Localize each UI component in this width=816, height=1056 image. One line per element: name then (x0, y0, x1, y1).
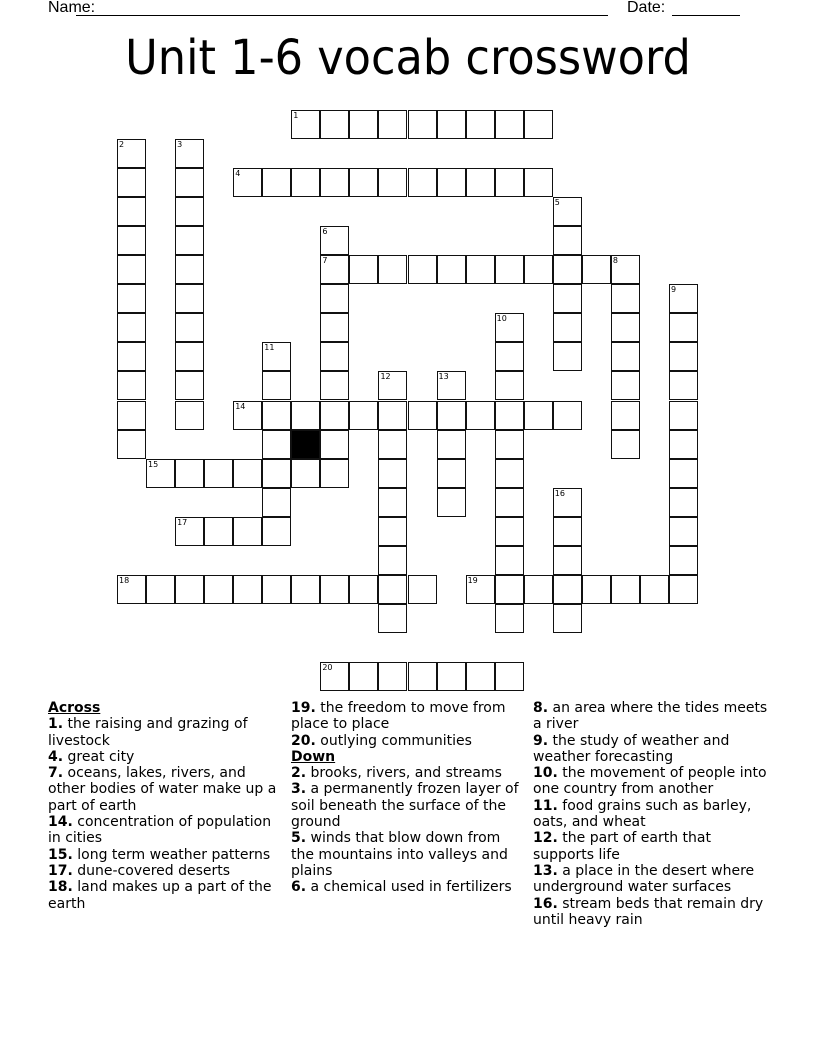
grid-cell[interactable] (524, 110, 553, 139)
cell-number: 1 (293, 111, 299, 120)
grid-cell[interactable] (466, 168, 495, 197)
clue-number: 8. (533, 700, 549, 716)
cell-number: 13 (438, 372, 449, 382)
grid-cell[interactable] (262, 401, 291, 430)
clue-number: 6. (291, 879, 307, 896)
clue-across-7 (48, 765, 283, 814)
clue-number: 5. (291, 830, 307, 847)
clue-number: 4. (48, 748, 64, 765)
clue-number: 7. (48, 765, 64, 782)
grid-cell[interactable] (378, 488, 407, 517)
grid-cell[interactable] (408, 110, 437, 139)
grid-cell[interactable] (553, 255, 582, 284)
clue-text: land makes up a part of the earth (48, 879, 272, 912)
clue-down-5 (291, 830, 526, 879)
grid-cell[interactable] (553, 488, 582, 517)
cell-number: 3 (177, 140, 183, 150)
grid-cell[interactable] (611, 371, 640, 400)
grid-cell[interactable] (611, 342, 640, 371)
grid-cell[interactable] (437, 168, 466, 197)
cell-number: 8 (612, 256, 618, 266)
grid-cell[interactable] (378, 371, 407, 400)
grid-cell[interactable] (175, 459, 204, 488)
clue-number: 13. (533, 862, 558, 879)
grid-cell[interactable] (495, 604, 524, 633)
grid-cell[interactable] (669, 488, 698, 517)
grid-cell[interactable] (320, 168, 349, 197)
clue-text: the freedom to move from place to place (291, 700, 506, 733)
grid-cell[interactable] (611, 575, 640, 604)
cell-number: 11 (264, 343, 275, 353)
clue-across-14 (48, 814, 283, 847)
cell-number: 12 (380, 372, 391, 382)
clue-text: dune-covered deserts (72, 862, 231, 879)
grid-cell[interactable] (553, 197, 582, 226)
clue-down-10 (533, 765, 773, 798)
grid-cell[interactable] (349, 168, 378, 197)
grid-cell[interactable] (669, 401, 698, 430)
grid-cell[interactable] (175, 371, 204, 400)
clue-text: the raising and grazing of livestock (48, 716, 248, 749)
clue-number: 18. (48, 879, 73, 896)
grid-cell[interactable] (495, 546, 524, 575)
cell-number: 20 (322, 662, 333, 672)
name-field-line[interactable] (76, 15, 608, 16)
grid-cell[interactable] (466, 575, 495, 604)
grid-cell[interactable] (408, 255, 437, 284)
clue-down-2 (291, 765, 526, 781)
grid-cell[interactable] (524, 168, 553, 197)
clue-number: 10. (533, 765, 558, 782)
grid-cell[interactable] (175, 401, 204, 430)
grid-cell[interactable] (553, 546, 582, 575)
grid-cell[interactable] (466, 110, 495, 139)
grid-cell[interactable] (378, 255, 407, 284)
clue-across-4 (48, 749, 283, 765)
grid-cell[interactable] (378, 546, 407, 575)
grid-cell[interactable] (640, 575, 669, 604)
clue-text: the movement of people into one country from another (533, 765, 767, 798)
grid-cell[interactable] (437, 430, 466, 459)
grid-cell[interactable] (320, 662, 349, 691)
grid-cell[interactable] (117, 197, 146, 226)
grid-cell[interactable] (320, 226, 349, 255)
grid-cell[interactable] (582, 255, 611, 284)
cell-number: 18 (119, 575, 130, 585)
clues-column-1 (48, 700, 283, 912)
grid-cell[interactable] (669, 517, 698, 546)
clue-text: concentration of population in cities (48, 814, 272, 847)
grid-cell[interactable] (175, 226, 204, 255)
grid-cell[interactable] (204, 459, 233, 488)
grid-cell[interactable] (175, 313, 204, 342)
grid-cell[interactable] (320, 430, 349, 459)
clue-text: food grains such as barley, oats, and wheat (533, 797, 752, 831)
grid-cell[interactable] (233, 517, 262, 546)
grid-cell[interactable] (437, 255, 466, 284)
clue-number: 17. (48, 862, 73, 879)
grid-cell[interactable] (553, 226, 582, 255)
grid-cell[interactable] (408, 168, 437, 197)
clue-across-18 (48, 879, 283, 912)
clue-number: 19. (291, 700, 316, 716)
grid-cell[interactable] (378, 168, 407, 197)
clue-text: outlying communities (315, 732, 472, 749)
grid-cell[interactable] (408, 662, 437, 691)
grid-cell[interactable] (495, 110, 524, 139)
grid-cell[interactable] (117, 284, 146, 313)
grid-cell[interactable] (553, 575, 582, 604)
grid-cell[interactable] (669, 430, 698, 459)
clues-column-2 (291, 700, 526, 896)
grid-cell[interactable] (291, 168, 320, 197)
crossword-grid (117, 110, 699, 692)
clue-down-13 (533, 863, 773, 896)
clue-across-1 (48, 716, 283, 749)
worksheet-header (0, 0, 816, 20)
grid-cell[interactable] (233, 459, 262, 488)
grid-cell[interactable] (262, 575, 291, 604)
grid-cell[interactable] (233, 575, 262, 604)
grid-cell[interactable] (117, 342, 146, 371)
clue-number: 20. (291, 732, 316, 749)
grid-cell[interactable] (262, 459, 291, 488)
grid-cell[interactable] (553, 284, 582, 313)
clue-text: brooks, rivers, and streams (306, 765, 502, 782)
grid-cell[interactable] (611, 313, 640, 342)
grid-cell[interactable] (175, 517, 204, 546)
clue-text: the study of weather and weather forecasting (533, 732, 730, 765)
grid-cell[interactable] (378, 575, 407, 604)
grid-cell[interactable] (320, 255, 349, 284)
grid-cell[interactable] (349, 110, 378, 139)
clue-down-12 (533, 830, 773, 863)
grid-cell[interactable] (553, 313, 582, 342)
page-title: Unit 1-6 vocab crossword (125, 30, 691, 86)
grid-cell[interactable] (117, 255, 146, 284)
name-label: Name: (48, 0, 96, 16)
grid-cell[interactable] (117, 139, 146, 168)
cell-number: 17 (177, 517, 188, 527)
grid-cell[interactable] (262, 488, 291, 517)
cell-number: 16 (554, 488, 565, 498)
grid-cell[interactable] (233, 401, 262, 430)
grid-cell[interactable] (320, 459, 349, 488)
grid-cell[interactable] (291, 401, 320, 430)
clues-column-3 (533, 700, 773, 928)
cell-number: 19 (467, 575, 478, 585)
grid-cell[interactable] (117, 371, 146, 400)
grid-cell[interactable] (437, 662, 466, 691)
grid-cell[interactable] (553, 342, 582, 371)
grid-cell[interactable] (175, 575, 204, 604)
clue-down-16 (533, 896, 773, 929)
grid-cell[interactable] (291, 110, 320, 139)
grid-cell[interactable] (262, 168, 291, 197)
clue-number: 11. (533, 797, 558, 814)
clue-number: 14. (48, 814, 73, 831)
grid-cell[interactable] (495, 575, 524, 604)
cell-number: 4 (235, 169, 241, 179)
clue-number: 2. (291, 765, 307, 782)
grid-cell[interactable] (378, 401, 407, 430)
grid-cell[interactable] (291, 459, 320, 488)
grid-cell[interactable] (524, 575, 553, 604)
cell-number: 7 (322, 256, 328, 266)
grid-cell[interactable] (553, 517, 582, 546)
grid-cell[interactable] (320, 575, 349, 604)
grid-cell[interactable] (495, 342, 524, 371)
clue-text: winds that blow down from the mountains into valleys and plains (291, 830, 508, 879)
clue-text: stream beds that remain dry until heavy rain (533, 895, 764, 928)
clue-across-20 (291, 733, 526, 749)
grid-cell[interactable] (233, 168, 262, 197)
cell-number: 9 (670, 285, 677, 295)
grid-cell[interactable] (117, 430, 146, 459)
grid-cell[interactable] (669, 313, 698, 342)
grid-cell[interactable] (495, 401, 524, 430)
clue-down-9 (533, 733, 773, 766)
grid-cell[interactable] (146, 575, 175, 604)
grid-cell[interactable] (553, 604, 582, 633)
grid-cell[interactable] (669, 575, 698, 604)
grid-cell[interactable] (437, 459, 466, 488)
date-label: Date: (627, 0, 666, 16)
grid-cell[interactable] (669, 342, 698, 371)
grid-cell[interactable] (669, 371, 698, 400)
clue-down-8 (533, 700, 773, 733)
grid-cell[interactable] (175, 284, 204, 313)
grid-cell[interactable] (495, 517, 524, 546)
grid-cell[interactable] (495, 430, 524, 459)
clue-number: 3. (291, 781, 307, 798)
grid-cell[interactable] (611, 430, 640, 459)
grid-cell[interactable] (378, 517, 407, 546)
clue-number: 9. (533, 732, 549, 749)
grid-cell[interactable] (524, 401, 553, 430)
grid-cell[interactable] (437, 110, 466, 139)
grid-cell[interactable] (175, 197, 204, 226)
grid-cell[interactable] (378, 110, 407, 139)
grid-cell[interactable] (262, 342, 291, 371)
grid-cell[interactable] (495, 255, 524, 284)
grid-cell[interactable] (349, 255, 378, 284)
clue-text: an area where the tides meets a river (533, 700, 768, 733)
clue-number: 1. (48, 716, 64, 733)
grid-cell[interactable] (320, 284, 349, 313)
grid-cell[interactable] (175, 342, 204, 371)
clue-down-6 (291, 879, 526, 895)
grid-cell[interactable] (146, 459, 175, 488)
grid-cell[interactable] (320, 401, 349, 430)
grid-cell[interactable] (495, 488, 524, 517)
grid-cell[interactable] (466, 255, 495, 284)
grid-cell[interactable] (408, 575, 437, 604)
grid-cell[interactable] (204, 575, 233, 604)
grid-cell[interactable] (466, 401, 495, 430)
grid-cell[interactable] (117, 575, 146, 604)
clue-number: 15. (48, 846, 73, 863)
grid-cell[interactable] (669, 546, 698, 575)
black-cell (291, 430, 320, 459)
grid-cell[interactable] (204, 517, 233, 546)
grid-cell[interactable] (175, 255, 204, 284)
grid-cell[interactable] (291, 575, 320, 604)
grid-cell[interactable] (611, 255, 640, 284)
grid-cell[interactable] (669, 459, 698, 488)
grid-cell[interactable] (262, 430, 291, 459)
cell-number: 10 (496, 314, 507, 324)
cell-number: 14 (235, 401, 246, 411)
grid-cell[interactable] (320, 313, 349, 342)
grid-cell[interactable] (437, 488, 466, 517)
grid-cell[interactable] (611, 401, 640, 430)
clue-text: oceans, lakes, rivers, and other bodies of water make up a part of earth (48, 765, 277, 814)
grid-cell[interactable] (611, 284, 640, 313)
grid-cell[interactable] (117, 168, 146, 197)
grid-cell[interactable] (175, 168, 204, 197)
clue-text: a chemical used in fertilizers (306, 879, 512, 896)
clue-across-17 (48, 863, 283, 879)
grid-cell[interactable] (582, 575, 611, 604)
cell-number: 5 (554, 198, 560, 208)
clue-number: 12. (533, 830, 558, 847)
grid-cell[interactable] (117, 226, 146, 255)
clue-down-3 (291, 781, 526, 830)
grid-cell[interactable] (495, 662, 524, 691)
grid-cell[interactable] (320, 342, 349, 371)
down-heading: Down (291, 748, 336, 765)
grid-cell[interactable] (378, 604, 407, 633)
clue-number: 16. (533, 895, 558, 912)
clue-text: long term weather patterns (72, 846, 271, 863)
cell-number: 6 (322, 227, 328, 237)
grid-cell[interactable] (117, 313, 146, 342)
grid-cell[interactable] (437, 401, 466, 430)
grid-cell[interactable] (466, 662, 495, 691)
grid-cell[interactable] (378, 662, 407, 691)
clue-text: great city (63, 748, 135, 765)
grid-cell[interactable] (524, 255, 553, 284)
clue-down-11 (533, 798, 773, 831)
cell-number: 2 (119, 140, 125, 150)
grid-cell[interactable] (669, 284, 698, 313)
grid-cell[interactable] (378, 459, 407, 488)
grid-cell[interactable] (495, 168, 524, 197)
grid-cell[interactable] (175, 139, 204, 168)
grid-cell[interactable] (378, 430, 407, 459)
grid-cell[interactable] (262, 517, 291, 546)
grid-cell[interactable] (495, 371, 524, 400)
clue-text: a place in the desert where underground water surfaces (533, 862, 755, 896)
clue-across-15 (48, 847, 283, 863)
grid-cell[interactable] (495, 459, 524, 488)
grid-cell[interactable] (349, 401, 378, 430)
grid-cell[interactable] (320, 371, 349, 400)
grid-cell[interactable] (320, 110, 349, 139)
grid-cell[interactable] (349, 662, 378, 691)
clue-across-19 (291, 700, 526, 733)
clue-text: the part of earth that supports life (533, 830, 711, 863)
grid-cell[interactable] (553, 401, 582, 430)
grid-cell[interactable] (117, 401, 146, 430)
grid-cell[interactable] (408, 401, 437, 430)
grid-cell[interactable] (437, 371, 466, 400)
across-heading: Across (48, 700, 101, 716)
grid-cell[interactable] (349, 575, 378, 604)
grid-cell[interactable] (262, 371, 291, 400)
clue-text: a permanently frozen layer of soil beneath the surface of the ground (291, 781, 519, 831)
date-field-line[interactable] (672, 15, 740, 16)
grid-cell[interactable] (495, 313, 524, 342)
cell-number: 15 (148, 459, 159, 469)
